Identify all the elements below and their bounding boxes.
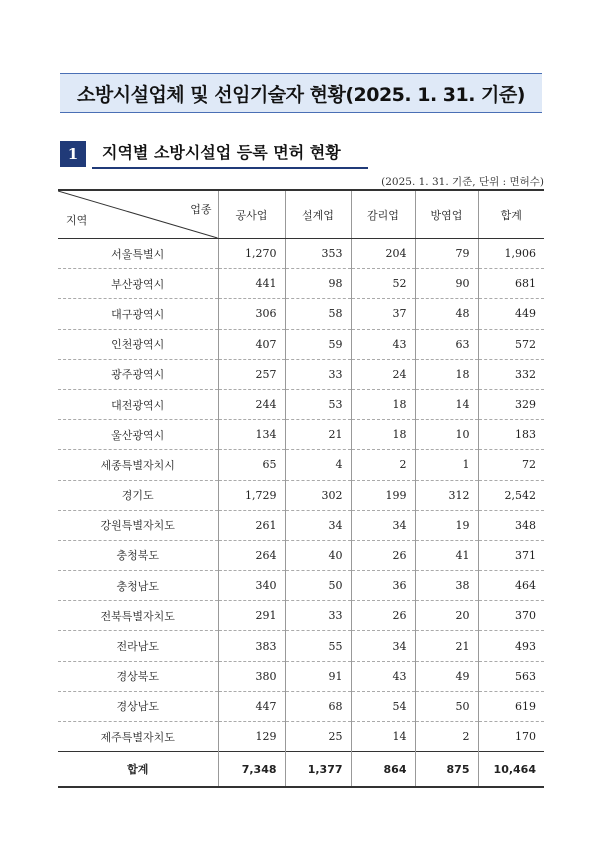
region-name: 인천광역시 xyxy=(58,329,218,359)
cell-value: 50 xyxy=(415,691,478,721)
unit-note: (2025. 1. 31. 기준, 단위 : 면허수) xyxy=(381,176,544,188)
cell-value: 90 xyxy=(415,269,478,299)
cell-value: 91 xyxy=(285,661,351,691)
table-total-row xyxy=(58,752,544,788)
cell-value: 33 xyxy=(285,359,351,389)
header-construction: 공사업 xyxy=(218,190,285,239)
cell-value: 348 xyxy=(478,510,544,540)
cell-value: 370 xyxy=(478,601,544,631)
cell-value: 52 xyxy=(351,269,415,299)
cell-value: 49 xyxy=(415,661,478,691)
cell-value: 18 xyxy=(415,359,478,389)
cell-value: 34 xyxy=(351,631,415,661)
license-table xyxy=(58,189,544,788)
table-row xyxy=(58,661,544,691)
table-row xyxy=(58,239,544,269)
cell-value: 50 xyxy=(285,571,351,601)
cell-value: 38 xyxy=(415,571,478,601)
cell-value: 170 xyxy=(478,722,544,752)
cell-value: 380 xyxy=(218,661,285,691)
cell-value: 58 xyxy=(285,299,351,329)
table-row xyxy=(58,631,544,661)
table-row xyxy=(58,571,544,601)
table-row xyxy=(58,450,544,480)
cell-value: 1,906 xyxy=(478,239,544,269)
table-row xyxy=(58,601,544,631)
region-name: 경기도 xyxy=(58,480,218,510)
cell-value: 563 xyxy=(478,661,544,691)
cell-value: 65 xyxy=(218,450,285,480)
cell-value: 48 xyxy=(415,299,478,329)
header-corner-cell xyxy=(58,190,218,239)
table-row xyxy=(58,299,544,329)
cell-value: 681 xyxy=(478,269,544,299)
region-name: 대전광역시 xyxy=(58,389,218,419)
cell-value: 441 xyxy=(218,269,285,299)
region-name: 서울특별시 xyxy=(58,239,218,269)
table-header-row xyxy=(58,190,544,239)
cell-value: 14 xyxy=(351,722,415,752)
cell-value: 449 xyxy=(478,299,544,329)
cell-value: 68 xyxy=(285,691,351,721)
table-row xyxy=(58,540,544,570)
cell-value: 340 xyxy=(218,571,285,601)
region-name: 대구광역시 xyxy=(58,299,218,329)
cell-value: 2 xyxy=(351,450,415,480)
region-name: 강원특별자치도 xyxy=(58,510,218,540)
total-value: 875 xyxy=(415,752,478,788)
region-name: 경상남도 xyxy=(58,691,218,721)
cell-value: 329 xyxy=(478,389,544,419)
cell-value: 18 xyxy=(351,420,415,450)
cell-value: 40 xyxy=(285,540,351,570)
cell-value: 2 xyxy=(415,722,478,752)
cell-value: 25 xyxy=(285,722,351,752)
table-row xyxy=(58,691,544,721)
cell-value: 72 xyxy=(478,450,544,480)
cell-value: 34 xyxy=(285,510,351,540)
cell-value: 26 xyxy=(351,540,415,570)
cell-value: 18 xyxy=(351,389,415,419)
cell-value: 26 xyxy=(351,601,415,631)
cell-value: 10 xyxy=(415,420,478,450)
cell-value: 312 xyxy=(415,480,478,510)
region-name: 제주특별자치도 xyxy=(100,730,175,744)
cell-value: 2,542 xyxy=(478,480,544,510)
total-value: 1,377 xyxy=(285,752,351,788)
cell-value: 98 xyxy=(285,269,351,299)
table-row xyxy=(58,359,544,389)
cell-value: 407 xyxy=(218,329,285,359)
cell-value: 53 xyxy=(285,389,351,419)
cell-value: 59 xyxy=(285,329,351,359)
header-supervision: 감리업 xyxy=(351,190,415,239)
table-row xyxy=(58,420,544,450)
region-name: 전북특별자치도 xyxy=(58,601,218,631)
cell-value: 261 xyxy=(218,510,285,540)
header-total: 합계 xyxy=(478,190,544,239)
cell-value: 383 xyxy=(218,631,285,661)
region-name: 전라남도 xyxy=(58,631,218,661)
cell-value: 37 xyxy=(351,299,415,329)
region-name: 충청북도 xyxy=(58,540,218,570)
region-name: 세종특별자치시 xyxy=(58,450,218,480)
table-row xyxy=(58,269,544,299)
cell-value: 332 xyxy=(478,359,544,389)
cell-value: 464 xyxy=(478,571,544,601)
table-row xyxy=(58,722,544,752)
region-name: 경상북도 xyxy=(58,661,218,691)
section-number-badge: 1 xyxy=(60,141,86,167)
cell-value: 1,270 xyxy=(218,239,285,269)
cell-value: 14 xyxy=(415,389,478,419)
header-industry-label: 업종 xyxy=(190,203,212,216)
cell-value: 447 xyxy=(218,691,285,721)
cell-value: 4 xyxy=(285,450,351,480)
cell-value: 353 xyxy=(285,239,351,269)
region-name: 광주광역시 xyxy=(58,359,218,389)
cell-value: 19 xyxy=(415,510,478,540)
cell-value: 257 xyxy=(218,359,285,389)
cell-value: 183 xyxy=(478,420,544,450)
cell-value: 619 xyxy=(478,691,544,721)
cell-value: 41 xyxy=(415,540,478,570)
cell-value: 244 xyxy=(218,389,285,419)
cell-value: 572 xyxy=(478,329,544,359)
cell-value: 129 xyxy=(218,722,285,752)
table-row xyxy=(58,510,544,540)
cell-value: 20 xyxy=(415,601,478,631)
cell-value: 24 xyxy=(351,359,415,389)
cell-value: 21 xyxy=(285,420,351,450)
cell-value: 55 xyxy=(285,631,351,661)
cell-value: 79 xyxy=(415,239,478,269)
cell-value: 371 xyxy=(478,540,544,570)
total-label: 합계 xyxy=(58,752,218,788)
cell-value: 134 xyxy=(218,420,285,450)
document-title-box xyxy=(60,73,542,113)
header-flameproof: 방염업 xyxy=(415,190,478,239)
cell-value: 302 xyxy=(285,480,351,510)
total-value: 7,348 xyxy=(218,752,285,788)
cell-value: 199 xyxy=(351,480,415,510)
cell-value: 291 xyxy=(218,601,285,631)
cell-value: 63 xyxy=(415,329,478,359)
cell-value: 264 xyxy=(218,540,285,570)
cell-value: 204 xyxy=(351,239,415,269)
cell-value: 54 xyxy=(351,691,415,721)
table-row xyxy=(58,389,544,419)
cell-value: 43 xyxy=(351,329,415,359)
cell-value: 1,729 xyxy=(218,480,285,510)
cell-value: 36 xyxy=(351,571,415,601)
table-row xyxy=(58,480,544,510)
document-title: 소방시설업체 및 선임기술자 현황(2025. 1. 31. 기준) xyxy=(77,83,525,106)
region-name: 부산광역시 xyxy=(58,269,218,299)
header-design: 설계업 xyxy=(285,190,351,239)
cell-value: 43 xyxy=(351,661,415,691)
region-name: 울산광역시 xyxy=(58,420,218,450)
cell-value: 306 xyxy=(218,299,285,329)
total-value: 864 xyxy=(351,752,415,788)
table-row xyxy=(58,329,544,359)
section-title: 지역별 소방시설업 등록 면허 현황 xyxy=(92,139,368,169)
cell-value: 493 xyxy=(478,631,544,661)
total-value: 10,464 xyxy=(478,752,544,788)
region-name: 충청남도 xyxy=(58,571,218,601)
cell-value: 33 xyxy=(285,601,351,631)
header-region-label: 지역 xyxy=(66,214,88,227)
cell-value: 34 xyxy=(351,510,415,540)
cell-value: 1 xyxy=(415,450,478,480)
cell-value: 21 xyxy=(415,631,478,661)
